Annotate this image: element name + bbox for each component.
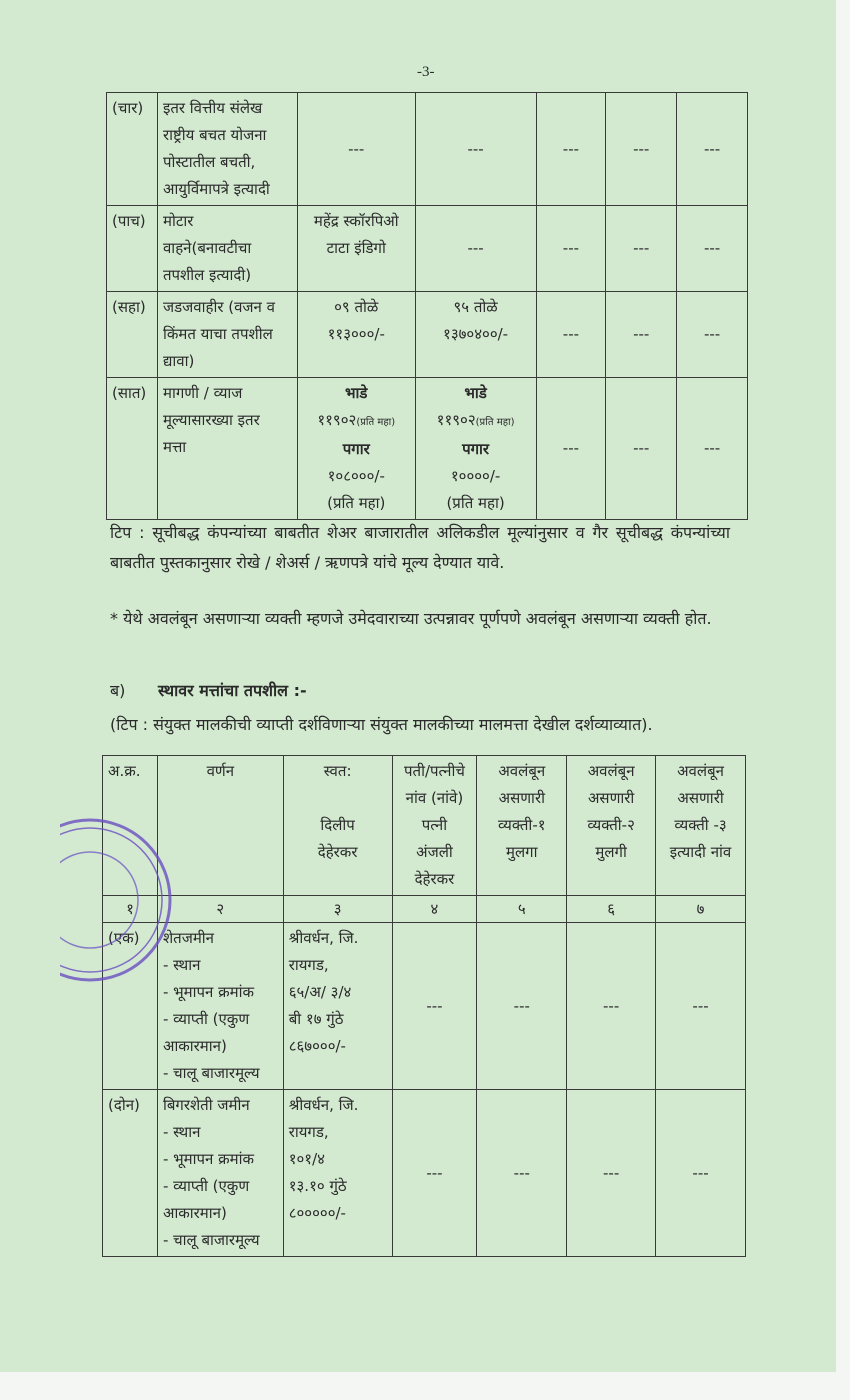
header-dependent2: अवलंबून असणारी व्यक्ती-२ मुलगी — [567, 756, 656, 896]
header-dependent3: अवलंबून असणारी व्यक्ती -३ इत्यादी नांव — [656, 756, 746, 896]
dependent2-value: --- — [606, 206, 677, 292]
row-number: (एक) — [103, 923, 158, 1090]
spouse-value: --- — [392, 1090, 477, 1257]
self-value: श्रीवर्धन, जि. रायगड, ६५/अ/ ३/४ बी १७ गुंठे ८६७०००/- — [283, 923, 392, 1090]
column-number-row — [103, 896, 746, 923]
immovable-assets-table — [102, 755, 746, 1257]
dependent1-value: --- — [536, 93, 606, 206]
dependent2-value: --- — [567, 1090, 656, 1257]
row-number: (सहा) — [107, 292, 158, 378]
col-number: ५ — [477, 896, 567, 923]
movable-assets-table — [106, 92, 748, 520]
row-number: (दोन) — [103, 1090, 158, 1257]
note-listed-companies: टिप : सूचीबद्ध कंपन्यांच्या बाबतीत शेअर बाजारातील अलिकडील मूल्यांनुसार व गैर सूचीबद्ध कंपन्यांच्या बाबतीत पुस्तकानुसार रोखे / शेअर्स / ऋणपत्रे यांचे मूल्य देण्यात यावे. — [110, 523, 730, 572]
dependent2-value: --- — [606, 378, 677, 520]
description: मागणी / व्याज मूल्यासारख्या इतर मत्ता — [157, 378, 297, 520]
table-row — [107, 206, 748, 292]
row-number: (चार) — [107, 93, 158, 206]
header-description: वर्णन — [157, 756, 283, 896]
spouse-value: --- — [415, 206, 536, 292]
spouse-value: --- — [415, 93, 536, 206]
dependent2-value: --- — [606, 292, 677, 378]
dependent1-value: --- — [477, 923, 567, 1090]
dependent1-value: --- — [536, 292, 606, 378]
self-value: ०९ तोळे ११३०००/- — [297, 292, 415, 378]
page-number: -3- — [417, 64, 435, 80]
table-row — [103, 923, 746, 1090]
header-no: अ.क्र. — [103, 756, 158, 896]
description: बिगरशेती जमीन - स्थान - भूमापन क्रमांक - व्याप्ती (एकुण आकारमान) - चालू बाजारमूल्य — [157, 1090, 283, 1257]
header-dependent1: अवलंबून असणारी व्यक्ती-१ मुलगा — [477, 756, 567, 896]
header-self: स्वत: दिलीप देहेरकर — [283, 756, 392, 896]
col-number: १ — [103, 896, 158, 923]
dependent3-value: --- — [677, 93, 748, 206]
col-number: २ — [157, 896, 283, 923]
dependent1-value: --- — [536, 378, 606, 520]
col-number: ६ — [567, 896, 656, 923]
dependent3-value: --- — [677, 378, 748, 520]
note-dependents: * येथे अवलंबून असणाऱ्या व्यक्ती म्हणजे उमेदवाराच्या उत्पन्नावर पूर्णपणे अवलंबून असणाऱ्या व्यक्ती होत. — [110, 609, 712, 628]
self-value: श्रीवर्धन, जि. रायगड, १०१/४ १३.१० गुंठे ८०००००/- — [283, 1090, 392, 1257]
dependent2-value: --- — [567, 923, 656, 1090]
dependent3-value: --- — [677, 206, 748, 292]
self-value: --- — [297, 93, 415, 206]
row-number: (सात) — [107, 378, 158, 520]
table-row — [107, 378, 748, 520]
dependent2-value: --- — [606, 93, 677, 206]
header-row — [103, 756, 746, 896]
table-row — [107, 93, 748, 206]
spouse-value: ९५ तोळे १३७०४००/- — [415, 292, 536, 378]
col-number: ३ — [283, 896, 392, 923]
dependent3-value: --- — [656, 923, 746, 1090]
self-value: महेंद्र स्कॉरपिओ टाटा इंडिगो — [297, 206, 415, 292]
col-number: ७ — [656, 896, 746, 923]
table-row — [103, 1090, 746, 1257]
table-row — [107, 292, 748, 378]
header-spouse: पती/पत्नीचे नांव (नांवे) पत्नी अंजली देहेरकर — [392, 756, 477, 896]
self-value: भाडे ११९०२(प्रति महा) पगार १०८०००/- (प्रति महा) — [297, 378, 415, 520]
dependent3-value: --- — [677, 292, 748, 378]
section-b-note: (टिप : संयुक्त मालकीची व्याप्ती दर्शविणाऱ्या संयुक्त मालकीच्या मालमत्ता देखील दर्शव्याव्यात). — [110, 715, 653, 734]
spouse-value: --- — [392, 923, 477, 1090]
dependent3-value: --- — [656, 1090, 746, 1257]
description: जडजवाहीर (वजन व किंमत याचा तपशील द्यावा) — [157, 292, 297, 378]
row-number: (पाच) — [107, 206, 158, 292]
spouse-value: भाडे ११९०२(प्रति महा) पगार १००००/- (प्रति महा) — [415, 378, 536, 520]
dependent1-value: --- — [536, 206, 606, 292]
description: मोटार वाहने(बनावटीचा तपशील इत्यादी) — [157, 206, 297, 292]
section-b-heading: ब) स्थावर मत्तांचा तपशील :- — [110, 681, 307, 700]
col-number: ४ — [392, 896, 477, 923]
description: इतर वित्तीय संलेख राष्ट्रीय बचत योजना पोस्टातील बचती, आयुर्विमापत्रे इत्यादी — [157, 93, 297, 206]
description: शेतजमीन - स्थान - भूमापन क्रमांक - व्याप्ती (एकुण आकारमान) - चालू बाजारमूल्य — [157, 923, 283, 1090]
dependent1-value: --- — [477, 1090, 567, 1257]
